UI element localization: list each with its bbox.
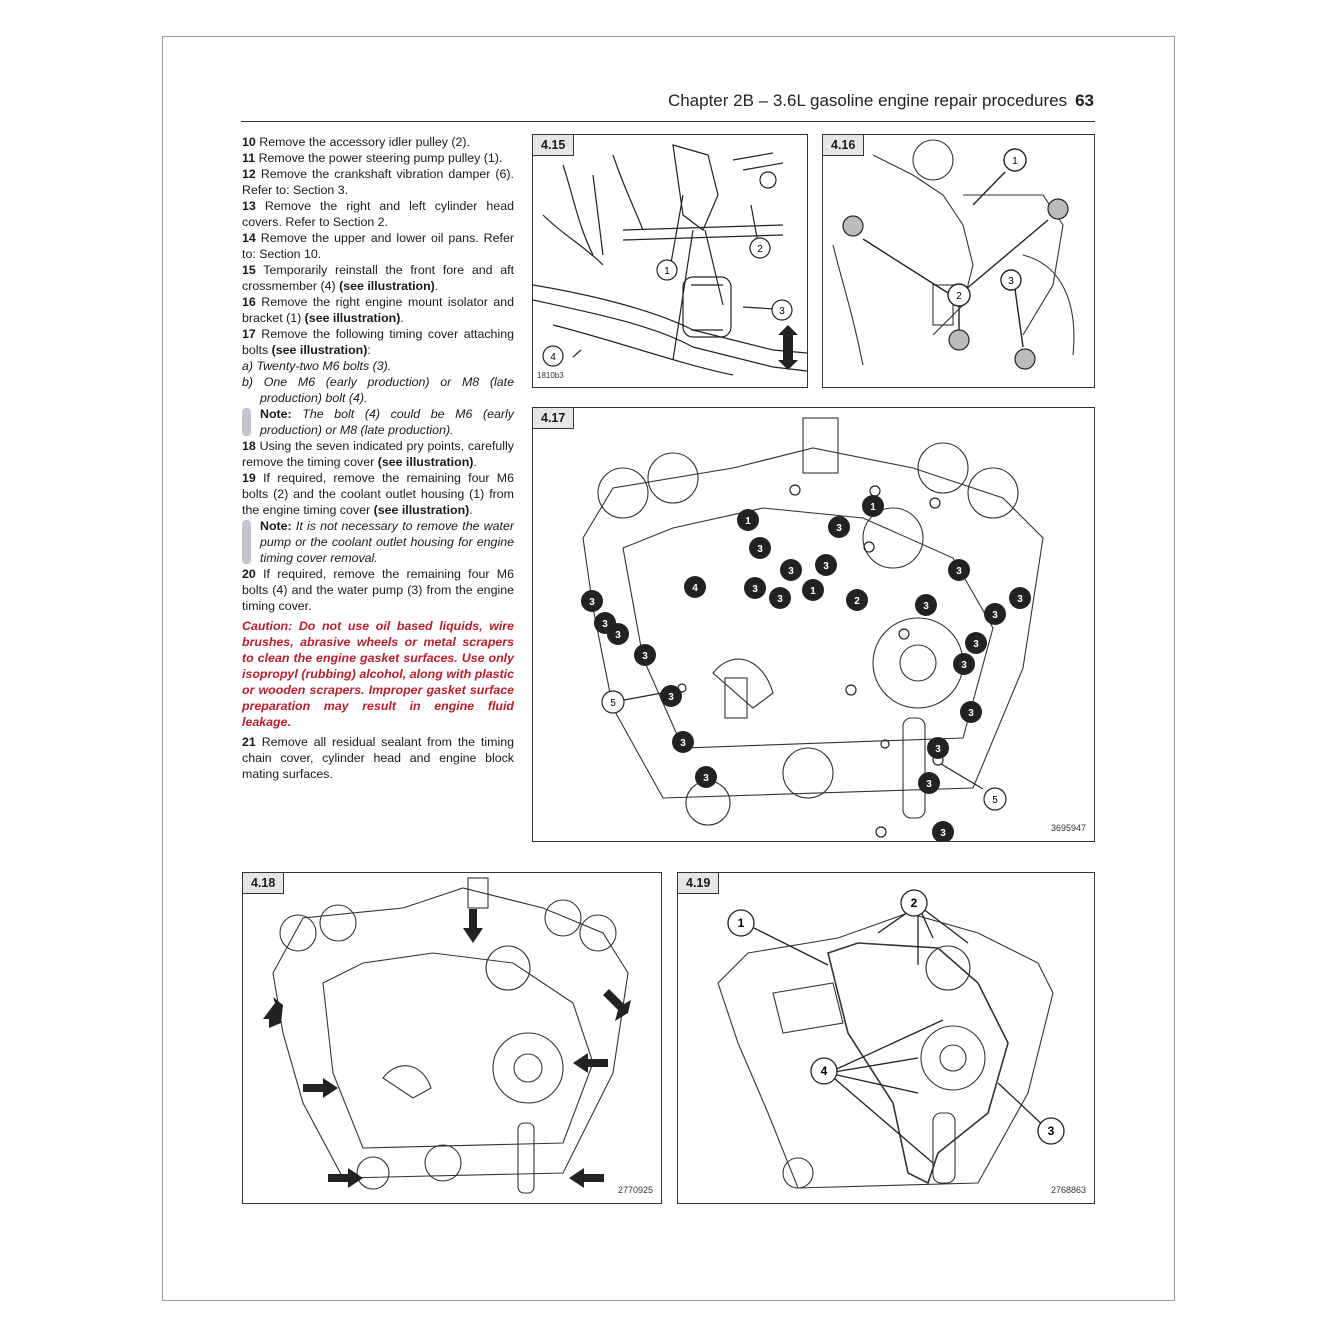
bolt-label: 3	[642, 651, 648, 662]
bolt-label: 3	[752, 584, 758, 595]
step-14: 14 Remove the upper and lower oil pans. Refer to: Section 10.	[242, 231, 514, 261]
figure-code: 2768863	[1050, 1185, 1086, 1195]
callout-3: 3	[779, 306, 785, 317]
bolt-label: 3	[940, 828, 946, 839]
bolt-label: 1	[870, 502, 876, 513]
figure-label: 4.16	[823, 135, 864, 156]
step-12: 12 Remove the crankshaft vibration damper (6). Refer to: Section 3.	[242, 167, 514, 197]
callout-5: 5	[610, 698, 616, 709]
page-number: 63	[1075, 91, 1094, 110]
callout-2: 2	[956, 291, 962, 302]
header-rule	[241, 121, 1095, 122]
step-21: 21 Remove all residual sealant from the timing chain cover, cylinder head and engine block mating surfaces.	[242, 735, 514, 781]
step-20: 20 If required, remove the remaining four M6 bolts (4) and the water pump (3) from the engine timing cover.	[242, 567, 514, 613]
bolt-label: 3	[757, 544, 763, 555]
figure-label: 4.17	[533, 408, 574, 429]
figure-code: 2770925	[617, 1185, 653, 1195]
note-bar	[242, 408, 251, 436]
bolt-label: 2	[854, 596, 860, 607]
pry-points-illustration	[243, 873, 661, 1203]
bolt-label: 3	[935, 744, 941, 755]
figure-4-15	[532, 134, 808, 388]
bolt-label: 3	[992, 610, 998, 621]
note-water-pump: Note: It is not necessary to remove the water pump or the coolant outlet housing for engine timing cover removal.	[242, 518, 514, 566]
figure-4-18	[242, 872, 662, 1204]
callout-3: 3	[1008, 276, 1014, 287]
figure-code: 1810b3	[537, 371, 564, 380]
step-16: 16 Remove the right engine mount isolator and bracket (1) (see illustration).	[242, 295, 514, 325]
figure-label: 4.18	[243, 873, 284, 894]
callout-1: 1	[664, 266, 670, 277]
step-10: 10 Remove the accessory idler pulley (2).	[242, 135, 470, 149]
chapter-title: Chapter 2B – 3.6L gasoline engine repair procedures	[667, 91, 1068, 110]
bolt-label: 3	[668, 692, 674, 703]
figure-4-17	[532, 407, 1095, 842]
caution-text: Caution: Do not use oil based liquids, wire brushes, abrasive wheels or metal scrapers to clean the engine gasket surfaces. Use only isopropyl (rubbing) alcohol, along with plastic or wooden scrapers. Improper gasket surface preparation may result in engine fluid leakage.	[242, 619, 514, 729]
bolt-label: 3	[602, 619, 608, 630]
callout-1: 1	[1012, 156, 1018, 167]
bolt-label: 3	[968, 708, 974, 719]
water-pump-illustration	[678, 873, 1094, 1203]
bolt-label: 3	[836, 523, 842, 534]
step-18: 18 Using the seven indicated pry points, carefully remove the timing cover (see illustration).	[242, 439, 514, 469]
note-bar	[242, 520, 251, 564]
manual-page	[162, 36, 1175, 1301]
figure-code: 3695947	[1050, 823, 1086, 833]
step-19: 19 If required, remove the remaining four M6 bolts (2) and the coolant outlet housing (1) from the engine timing cover (see illustration).	[242, 471, 514, 517]
bolt-label: 3	[823, 561, 829, 572]
figure-label: 4.19	[678, 873, 719, 894]
page-header	[668, 91, 1094, 111]
bolt-label: 3	[973, 639, 979, 650]
step-17: 17 Remove the following timing cover attaching bolts (see illustration):	[242, 327, 514, 357]
bolt-label: 3	[703, 773, 709, 784]
bolt-label: 3	[961, 660, 967, 671]
procedure-text	[242, 134, 514, 782]
engine-mount-illustration	[533, 135, 807, 387]
step-17b: b) One M6 (early production) or M8 (late production) bolt (4).	[242, 375, 514, 405]
bolt-label: 3	[615, 630, 621, 641]
note-bolt: Note: The bolt (4) could be M6 (early production) or M8 (late production).	[242, 406, 514, 438]
callout-2: 2	[757, 244, 763, 255]
bolt-label: 3	[777, 594, 783, 605]
step-13: 13 Remove the right and left cylinder head covers. Refer to Section 2.	[242, 199, 514, 229]
bolt-label: 3	[1017, 594, 1023, 605]
figure-label: 4.15	[533, 135, 574, 156]
bolt-label: 1	[810, 586, 816, 597]
bolt-label: 3	[788, 566, 794, 577]
callout-3: 3	[1047, 1124, 1055, 1138]
callout-4: 4	[550, 352, 556, 363]
figure-4-16	[822, 134, 1095, 388]
step-11: 11 Remove the power steering pump pulley (1).	[242, 151, 503, 165]
bolt-label: 3	[680, 738, 686, 749]
bolt-label: 3	[956, 566, 962, 577]
engine-bracket-illustration	[823, 135, 1094, 387]
bolt-label: 3	[926, 779, 932, 790]
callout-5: 5	[992, 795, 998, 806]
step-15: 15 Temporarily reinstall the front fore and aft crossmember (4) (see illustration).	[242, 263, 515, 293]
bolt-label: 1	[745, 516, 751, 527]
step-17a: a) Twenty-two M6 bolts (3).	[242, 359, 392, 373]
timing-cover-bolts-illustration	[533, 408, 1094, 841]
bolt-label: 3	[589, 597, 595, 608]
bolt-label: 4	[692, 583, 698, 594]
callout-4: 4	[820, 1064, 828, 1078]
callout-1: 1	[737, 916, 745, 930]
figure-4-19	[677, 872, 1095, 1204]
callout-2: 2	[910, 896, 918, 910]
bolt-label: 3	[923, 601, 929, 612]
